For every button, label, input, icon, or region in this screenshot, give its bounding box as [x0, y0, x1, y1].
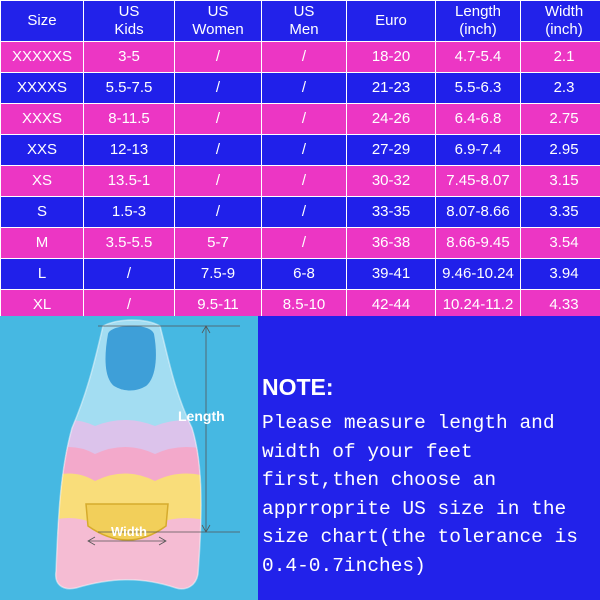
- cell-length: 4.7-5.4: [436, 42, 521, 73]
- cell-us-kids: /: [84, 259, 175, 290]
- cell-width: 4.33: [521, 290, 600, 321]
- cell-width: 3.15: [521, 166, 600, 197]
- cell-width: 2.95: [521, 135, 600, 166]
- header-us-women: US Women: [175, 1, 262, 42]
- cell-us-kids: 5.5-7.5: [84, 73, 175, 104]
- header-us-kids: US Kids: [84, 1, 175, 42]
- cell-length: 9.46-10.24: [436, 259, 521, 290]
- cell-us-women: /: [175, 135, 262, 166]
- table-row: [1, 42, 600, 73]
- cell-euro: 42-44: [347, 290, 436, 321]
- cell-size: S: [1, 197, 84, 228]
- header-width: Width (inch): [521, 1, 600, 42]
- cell-length: 8.66-9.45: [436, 228, 521, 259]
- cell-euro: 39-41: [347, 259, 436, 290]
- note-line: first,then choose an: [262, 469, 497, 491]
- cell-width: 2.3: [521, 73, 600, 104]
- cell-euro: 18-20: [347, 42, 436, 73]
- length-label: Length: [178, 408, 225, 424]
- table-row: [1, 135, 600, 166]
- cell-size: XXXXS: [1, 73, 84, 104]
- cell-us-men: 6-8: [262, 259, 347, 290]
- note-line: size chart(the tolerance is: [262, 526, 578, 548]
- cell-length: 6.9-7.4: [436, 135, 521, 166]
- note-line: width of your feet: [262, 440, 473, 463]
- note-text: [262, 409, 598, 580]
- cell-length: 8.07-8.66: [436, 197, 521, 228]
- cell-width: 2.1: [521, 42, 600, 73]
- cell-us-women: /: [175, 73, 262, 104]
- lower-section: [0, 316, 600, 600]
- cell-us-women: /: [175, 42, 262, 73]
- note-panel: [258, 316, 600, 600]
- cell-euro: 27-29: [347, 135, 436, 166]
- cell-us-women: 5-7: [175, 228, 262, 259]
- cell-us-kids: 13.5-1: [84, 166, 175, 197]
- table-row: [1, 259, 600, 290]
- cell-euro: 21-23: [347, 73, 436, 104]
- note-line: 0.4-0.7inches): [262, 554, 426, 577]
- table-body: [1, 42, 600, 321]
- fin-diagram-panel: [0, 316, 258, 600]
- cell-length: 7.45-8.07: [436, 166, 521, 197]
- swim-fin-illustration: [0, 316, 258, 600]
- foot-pocket: [106, 326, 156, 391]
- cell-us-women: /: [175, 197, 262, 228]
- cell-width: 3.54: [521, 228, 600, 259]
- cell-length: 5.5-6.3: [436, 73, 521, 104]
- cell-us-men: /: [262, 104, 347, 135]
- cell-size: XS: [1, 166, 84, 197]
- cell-size: XXXS: [1, 104, 84, 135]
- cell-us-women: /: [175, 104, 262, 135]
- cell-us-men: /: [262, 73, 347, 104]
- cell-us-men: /: [262, 42, 347, 73]
- cell-us-kids: 3.5-5.5: [84, 228, 175, 259]
- cell-us-women: 7.5-9: [175, 259, 262, 290]
- cell-size: XXS: [1, 135, 84, 166]
- cell-us-kids: /: [84, 290, 175, 321]
- cell-us-men: /: [262, 166, 347, 197]
- cell-us-kids: 8-11.5: [84, 104, 175, 135]
- cell-size: XXXXXS: [1, 42, 84, 73]
- table-row: [1, 73, 600, 104]
- cell-size: L: [1, 259, 84, 290]
- cell-length: 6.4-6.8: [436, 104, 521, 135]
- cell-width: 2.75: [521, 104, 600, 135]
- cell-euro: 33-35: [347, 197, 436, 228]
- note-line: Please measure length and: [262, 412, 555, 434]
- cell-us-men: /: [262, 197, 347, 228]
- table-row: [1, 197, 600, 228]
- note-title: NOTE:: [262, 374, 334, 400]
- cell-us-kids: 3-5: [84, 42, 175, 73]
- table-row: [1, 104, 600, 135]
- header-us-men: US Men: [262, 1, 347, 42]
- cell-length: 10.24-11.2: [436, 290, 521, 321]
- cell-euro: 30-32: [347, 166, 436, 197]
- table-header-row: [1, 1, 600, 42]
- cell-euro: 36-38: [347, 228, 436, 259]
- cell-us-kids: 12-13: [84, 135, 175, 166]
- cell-us-men: 8.5-10: [262, 290, 347, 321]
- table-row: [1, 166, 600, 197]
- cell-us-men: /: [262, 228, 347, 259]
- header-length: Length (inch): [436, 1, 521, 42]
- cell-width: 3.94: [521, 259, 600, 290]
- cell-us-men: /: [262, 135, 347, 166]
- cell-width: 3.35: [521, 197, 600, 228]
- table-row: [1, 228, 600, 259]
- cell-size: XL: [1, 290, 84, 321]
- cell-size: M: [1, 228, 84, 259]
- cell-us-women: 9.5-11: [175, 290, 262, 321]
- header-euro: Euro: [347, 1, 436, 42]
- cell-us-kids: 1.5-3: [84, 197, 175, 228]
- header-size: Size: [1, 1, 84, 42]
- note-line: apprroprite US size in the: [262, 497, 567, 520]
- cell-euro: 24-26: [347, 104, 436, 135]
- cell-us-women: /: [175, 166, 262, 197]
- width-label: Width: [111, 524, 147, 539]
